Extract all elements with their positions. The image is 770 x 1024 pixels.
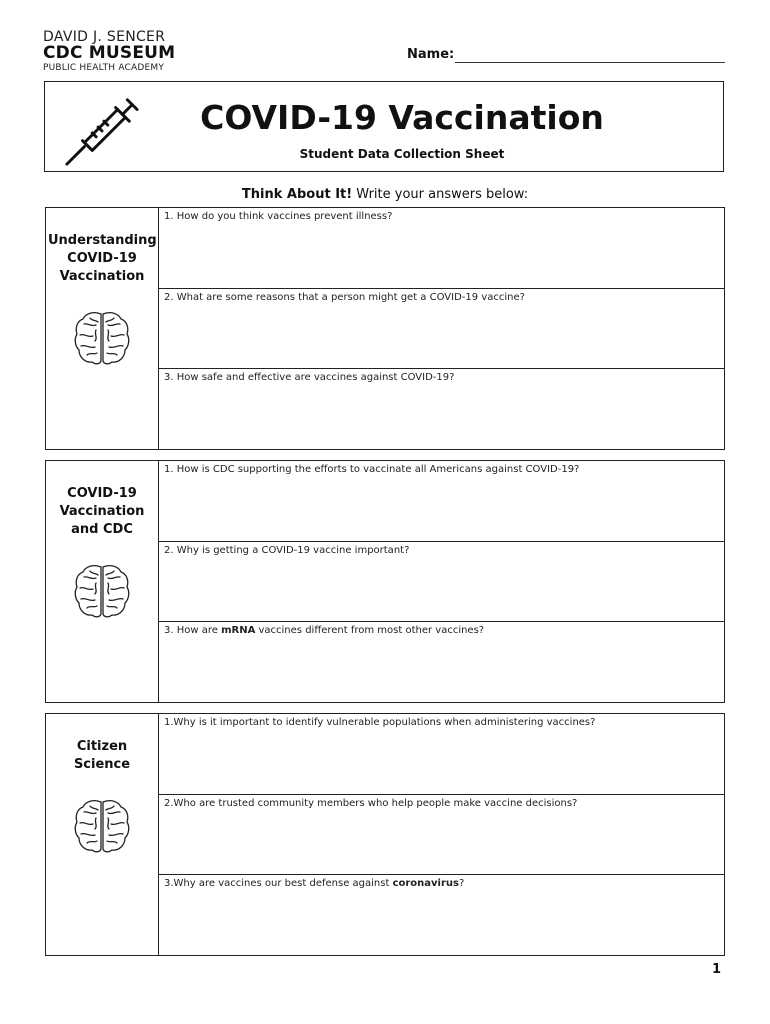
section-title: COVID-19 Vaccination and CDC [59,486,145,537]
museum-logo [43,30,175,73]
brain-icon [72,561,132,621]
question-text: vaccines different from most other vaccines? [255,625,485,637]
name-label: Name: [407,47,455,62]
question-answer-box[interactable] [159,622,724,702]
logo-line-3: PUBLIC HEALTH ACADEMY [43,63,165,73]
question-list [159,714,724,955]
brain-icon [72,308,132,368]
question-answer-box[interactable] [159,875,724,955]
brain-icon [72,796,132,856]
instructions-rest: Write your answers below: [352,187,529,202]
question-answer-box[interactable]: 2. What are some reasons that a person might get a COVID-19 vaccine? [159,289,724,370]
question-answer-box[interactable]: 2.Who are trusted community members who help people make vaccine decisions? [159,795,724,876]
question-list [159,208,724,449]
question-text: ? [458,878,465,890]
question-answer-box[interactable]: 1. How do you think vaccines prevent illness? [159,208,724,289]
section-title: Citizen Science [73,739,131,772]
page-number: 1 [712,962,722,977]
instructions [0,187,770,202]
section-title: Understanding COVID-19 Vaccination [48,233,157,284]
question-text: 3.Why are vaccines our best defense against [164,878,393,890]
question-list [159,461,724,702]
section-citizen-science [45,713,725,956]
question-text: 3. How are [164,625,222,637]
section-header [46,461,159,702]
question-answer-box[interactable]: 1.Why is it important to identify vulnerable populations when administering vaccines? [159,714,724,795]
name-field[interactable] [455,62,725,63]
section-cdc [45,460,725,703]
page-subtitle: Student Data Collection Sheet [299,147,505,161]
section-header [46,208,159,449]
page-title: COVID-19 Vaccination [200,98,604,137]
section-understanding [45,207,725,450]
question-answer-box[interactable]: 3. How safe and effective are vaccines against COVID-19? [164,372,455,384]
question-bold-term: mRNA [221,625,256,637]
question-bold-term: coronavirus [392,878,459,890]
instructions-bold: Think About It! [241,187,353,202]
title-box [44,81,724,172]
question-answer-box[interactable]: 1. How is CDC supporting the efforts to vaccinate all Americans against COVID-19? [159,461,724,542]
logo-line-1: DAVID J. SENCER [43,29,166,45]
question-answer-box[interactable]: 2. Why is getting a COVID-19 vaccine important? [159,542,724,623]
section-header [46,714,159,955]
logo-line-2: CDC MUSEUM [43,43,176,63]
